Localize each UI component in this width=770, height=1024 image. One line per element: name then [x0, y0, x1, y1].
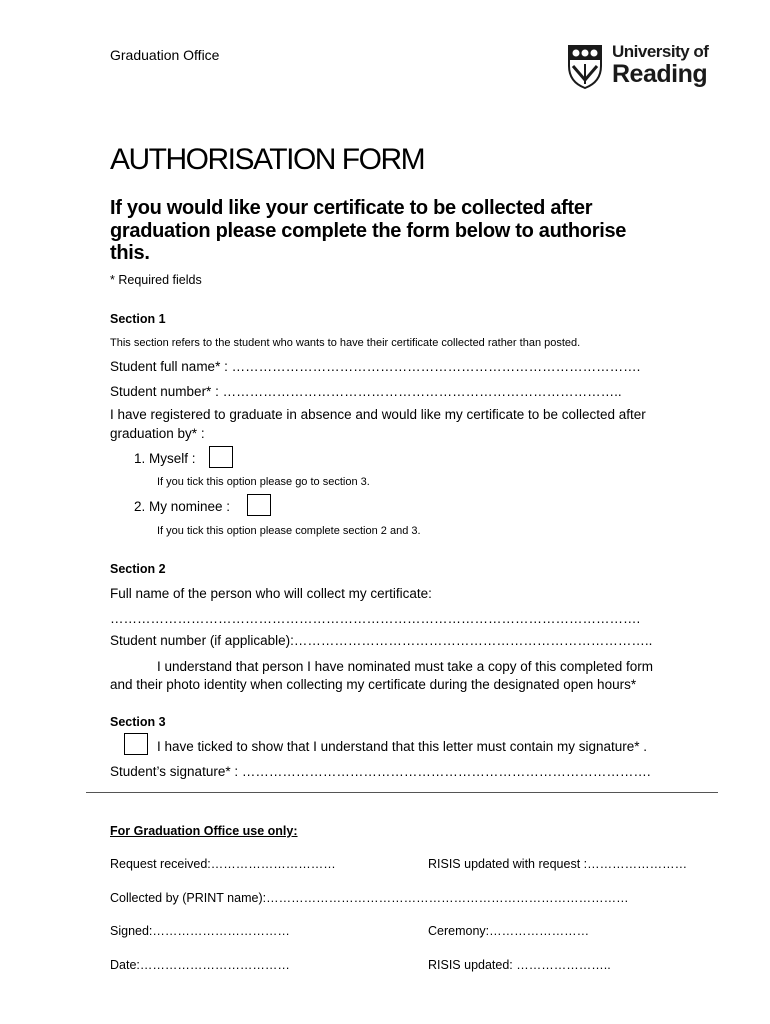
logo-line-1: University of — [612, 42, 709, 61]
option-myself-note: If you tick this option please go to section 3. — [157, 476, 370, 488]
nominee-name-label: Full name of the person who will collect my certificate: — [110, 586, 432, 601]
university-logo — [567, 42, 727, 92]
section-3-heading: Section 3 — [110, 715, 166, 729]
subtitle-line-3: this. — [110, 242, 150, 264]
myself-checkbox[interactable] — [209, 446, 233, 468]
ceremony-field[interactable]: Ceremony:…………………… — [428, 924, 590, 938]
divider — [86, 792, 718, 793]
subtitle-line-2: graduation please complete the form below to authorise — [110, 220, 627, 242]
collected-by-field[interactable]: Collected by (PRINT name):…………………………………………………………………………… — [110, 891, 629, 905]
section-1-intro: This section refers to the student who wants to have their certificate collected rather than posted. — [110, 337, 581, 349]
question-line-2: graduation by* : — [110, 426, 205, 441]
signature-acknowledge-statement: I have ticked to show that I understand that this letter must contain my signature* . — [157, 739, 648, 754]
office-name: Graduation Office — [110, 47, 220, 63]
required-note: * Required fields — [110, 273, 202, 287]
subtitle-line-1: If you would like your certificate to be collected after — [110, 197, 593, 219]
office-use-heading: For Graduation Office use only: — [110, 824, 298, 838]
option-nominee-label: 2. My nominee : — [134, 499, 231, 514]
option-nominee-note: If you tick this option please complete section 2 and 3. — [157, 525, 421, 537]
nominee-statement-line-1: I understand that person I have nominated must take a copy of this completed form — [157, 659, 654, 674]
nominee-statement-line-2: and their photo identity when collecting my certificate during the designated open hours* — [110, 677, 637, 692]
request-received-field[interactable]: Request received:………………………… — [110, 857, 336, 871]
section-2-heading: Section 2 — [110, 562, 166, 576]
risis-updated-request-field[interactable]: RISIS updated with request :…………………… — [428, 857, 688, 871]
nominee-checkbox[interactable] — [247, 494, 271, 516]
form-title: AUTHORISATION FORM — [110, 143, 425, 176]
logo-line-2: Reading — [612, 60, 708, 88]
student-number-field[interactable]: Student number* : …………………………………………………………………………….. — [110, 384, 622, 399]
signature-acknowledge-checkbox[interactable] — [124, 733, 148, 755]
option-myself-label: 1. Myself : — [134, 451, 196, 466]
section-1-heading: Section 1 — [110, 312, 166, 326]
question-line-1: I have registered to graduate in absence and would like my certificate to be collected after — [110, 407, 646, 422]
nominee-number-field[interactable]: Student number (if applicable):…………………………………………………………………….. — [110, 633, 653, 648]
date-field[interactable]: Date:……………………………… — [110, 958, 290, 972]
student-signature-field[interactable]: Student’s signature* : ………………………………………………………………………………. — [110, 764, 651, 779]
nominee-name-field[interactable]: ………………………………………………………………………………………………………. — [110, 611, 641, 626]
signed-field[interactable]: Signed:…………………………… — [110, 924, 290, 938]
risis-updated-field[interactable]: RISIS updated: ………………….. — [428, 958, 611, 972]
crest-icon — [567, 44, 603, 90]
student-full-name-field[interactable]: Student full name* : ………………………………………………………………………………. — [110, 359, 641, 374]
